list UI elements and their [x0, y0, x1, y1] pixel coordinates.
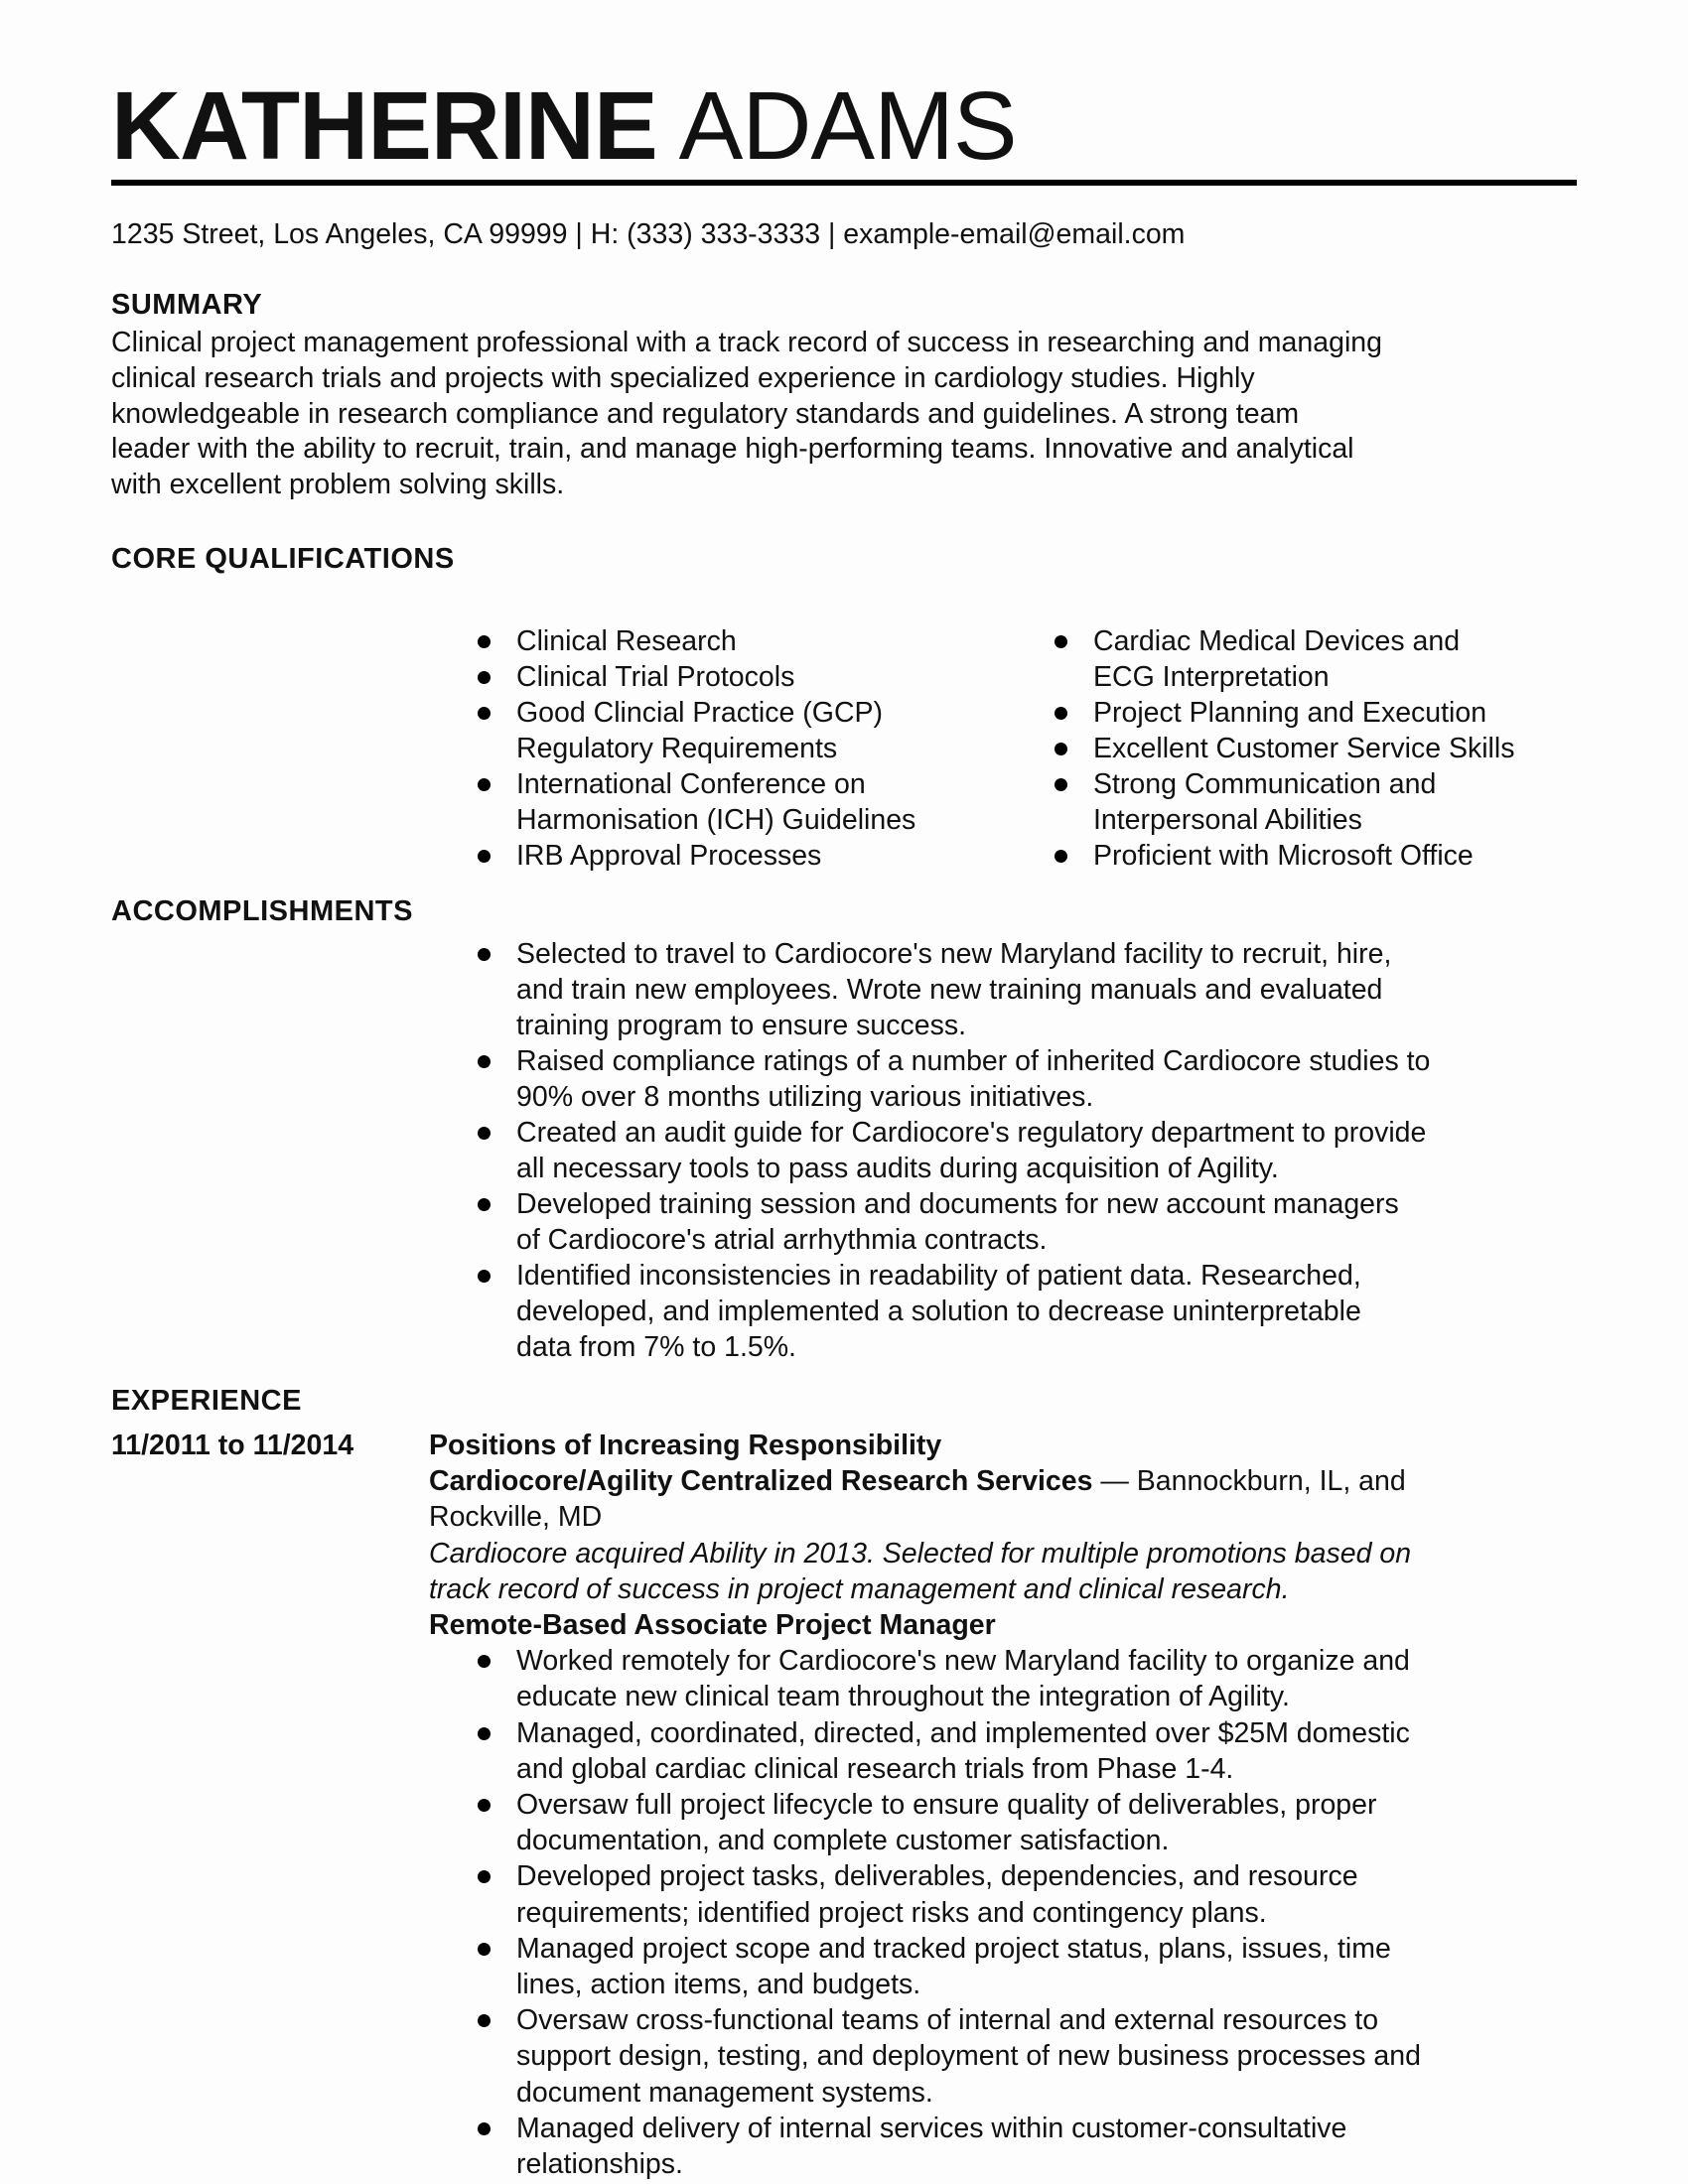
- bullet-icon: [478, 1270, 491, 1283]
- list-item-text: all necessary tools to pass audits during acquisition of Agility.: [516, 1153, 1279, 1184]
- list-item-text: Identified inconsistencies in readability of patient data. Researched,: [516, 1260, 1361, 1292]
- list-item-text: training program to ensure success.: [516, 1010, 967, 1041]
- job-title: Positions of Increasing Responsibility: [429, 1430, 942, 1461]
- list-item-text: of Cardiocore's atrial arrhythmia contracts.: [516, 1224, 1048, 1256]
- list-item-text: Regulatory Requirements: [516, 733, 838, 764]
- list-item: [478, 623, 915, 659]
- bullet-icon: [478, 671, 491, 684]
- list-item-text: Raised compliance ratings of a number of inherited Cardiocore studies to: [516, 1045, 1431, 1077]
- job-dates: 11/2011 to 11/2014: [111, 1430, 354, 1461]
- candidate-name: [111, 71, 1017, 180]
- summary-text: [111, 326, 1382, 503]
- list-item-text: support design, testing, and deployment of new business processes and: [516, 2040, 1421, 2073]
- list-item-text: Strong Communication and: [1093, 768, 1437, 800]
- bullet-icon: [478, 1055, 491, 1068]
- bullet-icon: [1055, 743, 1067, 755]
- list-item-text: Interpersonal Abilities: [1093, 804, 1362, 836]
- contact-info: 1235 Street, Los Angeles, CA 99999 | H: (333) 333-3333 | example-email@email.com: [111, 218, 1186, 250]
- job-role: Remote-Based Associate Project Manager: [429, 1609, 996, 1642]
- core-qualifications-heading: CORE QUALIFICATIONS: [111, 543, 455, 575]
- job-location-cont: Rockville, MD: [429, 1501, 603, 1534]
- text-line: with excellent problem solving skills.: [111, 469, 565, 501]
- list-item-text: and train new employees. Wrote new training manuals and evaluated: [516, 974, 1383, 1006]
- list-item-text: Cardiac Medical Devices and: [1093, 625, 1461, 657]
- list-item: [478, 766, 915, 838]
- text-line: knowledgeable in research compliance and regulatory standards and guidelines. A strong team: [111, 397, 1300, 430]
- list-item: [478, 1186, 1430, 1258]
- list-item: [478, 1043, 1430, 1115]
- list-item-text: Managed delivery of internal services within customer-consultative: [516, 2112, 1347, 2144]
- qualifications-left-list: [478, 623, 915, 874]
- bullet-icon: [1055, 707, 1067, 720]
- header-divider: [111, 180, 1577, 186]
- text-line: clinical research trials and projects with specialized experience in cardiology studies. Highly: [111, 361, 1255, 394]
- experience-heading: EXPERIENCE: [111, 1385, 302, 1417]
- bullet-icon: [478, 1727, 491, 1740]
- text-line: track record of success in project management and clinical research.: [429, 1572, 1290, 1605]
- list-item: [1055, 838, 1514, 874]
- list-item-text: Selected to travel to Cardiocore's new Maryland facility to recruit, hire,: [516, 938, 1392, 970]
- list-item: [478, 1258, 1430, 1365]
- bullet-icon: [478, 850, 491, 863]
- list-item-text: Worked remotely for Cardiocore's new Maryland facility to organize and: [516, 1645, 1410, 1678]
- list-item: [478, 2111, 1421, 2182]
- list-item-text: Clinical Research: [516, 625, 737, 657]
- list-item: [478, 1643, 1421, 1714]
- bullet-icon: [478, 1870, 491, 1883]
- list-item-text: Harmonisation (ICH) Guidelines: [516, 804, 916, 836]
- bullet-icon: [1055, 850, 1067, 863]
- list-item-text: relationships.: [516, 2148, 683, 2181]
- bullet-icon: [478, 778, 491, 791]
- bullet-icon: [478, 1943, 491, 1956]
- list-item-text: Excellent Customer Service Skills: [1093, 733, 1515, 764]
- job-location: — Bannockburn, IL, and: [1092, 1465, 1406, 1498]
- bullet-icon: [478, 1198, 491, 1211]
- bullet-icon: [478, 1655, 491, 1668]
- text-line: Clinical project management professional with a track record of success in researching and managing: [111, 327, 1382, 358]
- list-item-text: Oversaw cross-functional teams of internal and external resources to: [516, 2004, 1379, 2037]
- list-item: [478, 838, 915, 874]
- list-item-text: document management systems.: [516, 2076, 933, 2109]
- list-item-text: Managed project scope and tracked project status, plans, issues, time: [516, 1932, 1391, 1965]
- list-item: [1055, 623, 1514, 695]
- list-item-text: 90% over 8 months utilizing various initiatives.: [516, 1081, 1094, 1113]
- bullet-icon: [478, 707, 491, 720]
- list-item-text: Oversaw full project lifecycle to ensure quality of deliverables, proper: [516, 1789, 1377, 1822]
- list-item-text: Project Planning and Execution: [1093, 697, 1487, 729]
- list-item-text: requirements; identified project risks and contingency plans.: [516, 1896, 1267, 1929]
- list-item-text: and global cardiac clinical research trials from Phase 1-4.: [516, 1752, 1234, 1785]
- bullet-icon: [1055, 635, 1067, 648]
- company-name: Cardiocore/Agility Centralized Research Services: [429, 1465, 1093, 1498]
- list-item-text: Developed project tasks, deliverables, dependencies, and resource: [516, 1860, 1358, 1893]
- qualifications-right-list: [1055, 623, 1514, 874]
- list-item-text: Good Clincial Practice (GCP): [516, 697, 884, 729]
- list-item: [478, 2002, 1421, 2111]
- list-item-text: Developed training session and documents for new account managers: [516, 1188, 1399, 1220]
- first-name: KATHERINE: [111, 71, 657, 180]
- list-item-text: International Conference on: [516, 768, 866, 800]
- job-entry: [429, 1428, 1421, 2182]
- accomplishments-heading: ACCOMPLISHMENTS: [111, 895, 413, 927]
- list-item: [478, 936, 1430, 1043]
- bullet-icon: [1055, 778, 1067, 791]
- list-item: [478, 659, 915, 695]
- bullet-icon: [478, 2122, 491, 2135]
- bullet-icon: [478, 948, 491, 961]
- summary-heading: SUMMARY: [111, 289, 263, 321]
- list-item-text: data from 7% to 1.5%.: [516, 1331, 796, 1363]
- list-item: [478, 1115, 1430, 1186]
- list-item-text: IRB Approval Processes: [516, 840, 822, 872]
- list-item: [478, 1715, 1421, 1787]
- accomplishments-list: [478, 936, 1430, 1365]
- last-name: ADAMS: [678, 71, 1017, 180]
- bullet-icon: [478, 635, 491, 648]
- list-item: [478, 1858, 1421, 1930]
- text-line: leader with the ability to recruit, train, and manage high-performing teams. Innovative and analytical: [111, 433, 1354, 466]
- list-item: [1055, 766, 1514, 838]
- job-description: [429, 1536, 1421, 1607]
- list-item: [1055, 695, 1514, 731]
- list-item-text: educate new clinical team throughout the integration of Agility.: [516, 1681, 1290, 1713]
- list-item-text: Created an audit guide for Cardiocore's regulatory department to provide: [516, 1117, 1427, 1149]
- job-bullets: [478, 1643, 1421, 2182]
- list-item-text: Proficient with Microsoft Office: [1093, 840, 1474, 872]
- list-item: [478, 1931, 1421, 2002]
- list-item-text: Managed, coordinated, directed, and implemented over $25M domestic: [516, 1716, 1410, 1749]
- list-item: [478, 695, 915, 766]
- list-item: [478, 1787, 1421, 1858]
- bullet-icon: [478, 1127, 491, 1140]
- list-item-text: ECG Interpretation: [1093, 661, 1330, 693]
- bullet-icon: [478, 1799, 491, 1812]
- list-item-text: lines, action items, and budgets.: [516, 1969, 921, 2001]
- list-item-text: Clinical Trial Protocols: [516, 661, 795, 693]
- list-item: [1055, 731, 1514, 766]
- list-item-text: developed, and implemented a solution to decrease uninterpretable: [516, 1296, 1361, 1327]
- bullet-icon: [478, 2014, 491, 2027]
- text-line: Cardiocore acquired Ability in 2013. Selected for multiple promotions based on: [429, 1537, 1412, 1570]
- list-item-text: documentation, and complete customer satisfaction.: [516, 1825, 1170, 1857]
